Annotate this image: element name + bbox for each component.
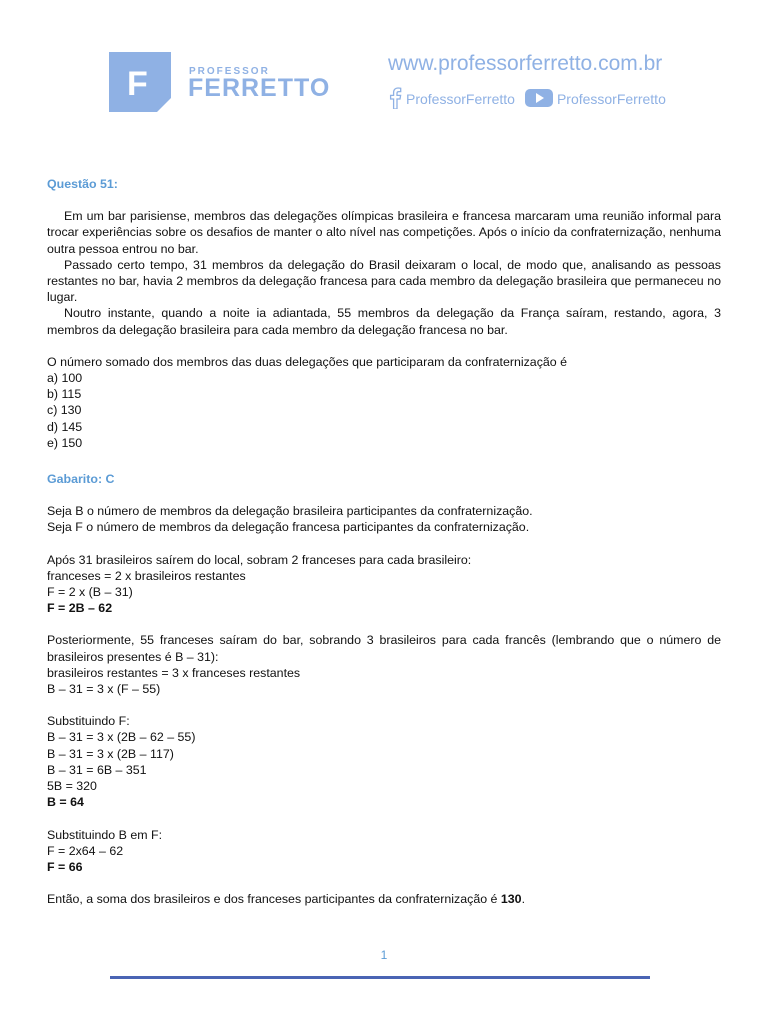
- step3-result: B = 64: [47, 795, 84, 810]
- page-number: 1: [380, 948, 388, 962]
- step2-intro: Posteriormente, 55 franceses saíram do bar, sobrando 3 brasileiros para cada francês (lembrando que o número de brasileiros presentes é B – 31):: [47, 633, 721, 664]
- option-e: e) 150: [47, 435, 83, 450]
- youtube-icon[interactable]: [525, 88, 553, 111]
- option-b: b) 115: [47, 387, 82, 402]
- step2-line: B – 31 = 3 x (F – 55): [47, 682, 161, 697]
- logo-subtitle: PROFESSOR: [189, 66, 270, 77]
- conclusion: Então, a soma dos brasileiros e dos franceses participantes da confraternização é 130.: [47, 892, 526, 907]
- step1-line: franceses = 2 x brasileiros restantes: [47, 568, 246, 583]
- facebook-handle[interactable]: ProfessorFerretto: [406, 91, 515, 107]
- answer-title: Gabarito: C: [47, 472, 115, 487]
- option-c: c) 130: [47, 403, 82, 418]
- step1-line: F = 2 x (B – 31): [47, 585, 133, 600]
- step2-line: brasileiros restantes = 3 x franceses restantes: [47, 665, 301, 680]
- step3-line: 5B = 320: [47, 779, 97, 794]
- footer-divider: [110, 976, 650, 979]
- step3-line: B – 31 = 3 x (2B – 62 – 55): [47, 730, 196, 745]
- step3-line: B – 31 = 6B – 351: [47, 762, 147, 777]
- facebook-icon[interactable]: [388, 87, 402, 112]
- step3-intro: Substituindo F:: [47, 714, 130, 729]
- youtube-handle[interactable]: ProfessorFerretto: [556, 91, 666, 107]
- option-a: a) 100: [47, 371, 83, 386]
- page-header: [0, 0, 768, 130]
- social-links: [388, 88, 676, 110]
- step4-result: F = 66: [47, 859, 83, 874]
- svg-text:F: F: [127, 65, 148, 103]
- definition-f: Seja F o número de membros da delegação francesa participantes da confraternização.: [47, 520, 530, 535]
- question-paragraph: Passado certo tempo, 31 membros da delegação do Brasil deixaram o local, de modo que, analisando as pessoas restantes no bar, havia 2 membros da delegação francesa para cada membro da delegação brasileira que permaneceu no lugar.: [47, 257, 721, 305]
- logo-title: FERRETTO: [188, 74, 331, 102]
- step4-line: F = 2x64 – 62: [47, 843, 124, 858]
- document-body: [47, 176, 721, 907]
- step1-result: F = 2B – 62: [47, 601, 113, 616]
- step4-intro: Substituindo B em F:: [47, 827, 163, 842]
- step1-intro: Após 31 brasileiros saírem do local, sobram 2 franceses para cada brasileiro:: [47, 552, 472, 567]
- step3-line: B – 31 = 3 x (2B – 117): [47, 746, 174, 761]
- option-d: d) 145: [47, 419, 83, 434]
- question-paragraph: Noutro instante, quando a noite ia adiantada, 55 membros da delegação da França saíram, restando, agora, 3 membros da delegação brasileira para cada membro da delegação francesa no bar.: [47, 306, 721, 337]
- definition-b: Seja B o número de membros da delegação brasileira participantes da confraternização.: [47, 504, 533, 519]
- question-prompt: O número somado dos membros das duas delegações que participaram da confraternização é: [47, 354, 568, 369]
- ferretto-logo-icon: [109, 52, 171, 112]
- site-url-link[interactable]: www.professorferretto.com.br: [388, 52, 663, 75]
- question-paragraph: Em um bar parisiense, membros das delegações olímpicas brasileira e francesa marcaram uma reunião informal para trocar experiências sobre os desafios de manter o alto nível nas competições. Após o início da confraternização, nenhuma outra pessoa entrou no bar.: [47, 209, 721, 256]
- conclusion-value: 130: [500, 892, 522, 907]
- question-title: Questão 51:: [47, 177, 118, 191]
